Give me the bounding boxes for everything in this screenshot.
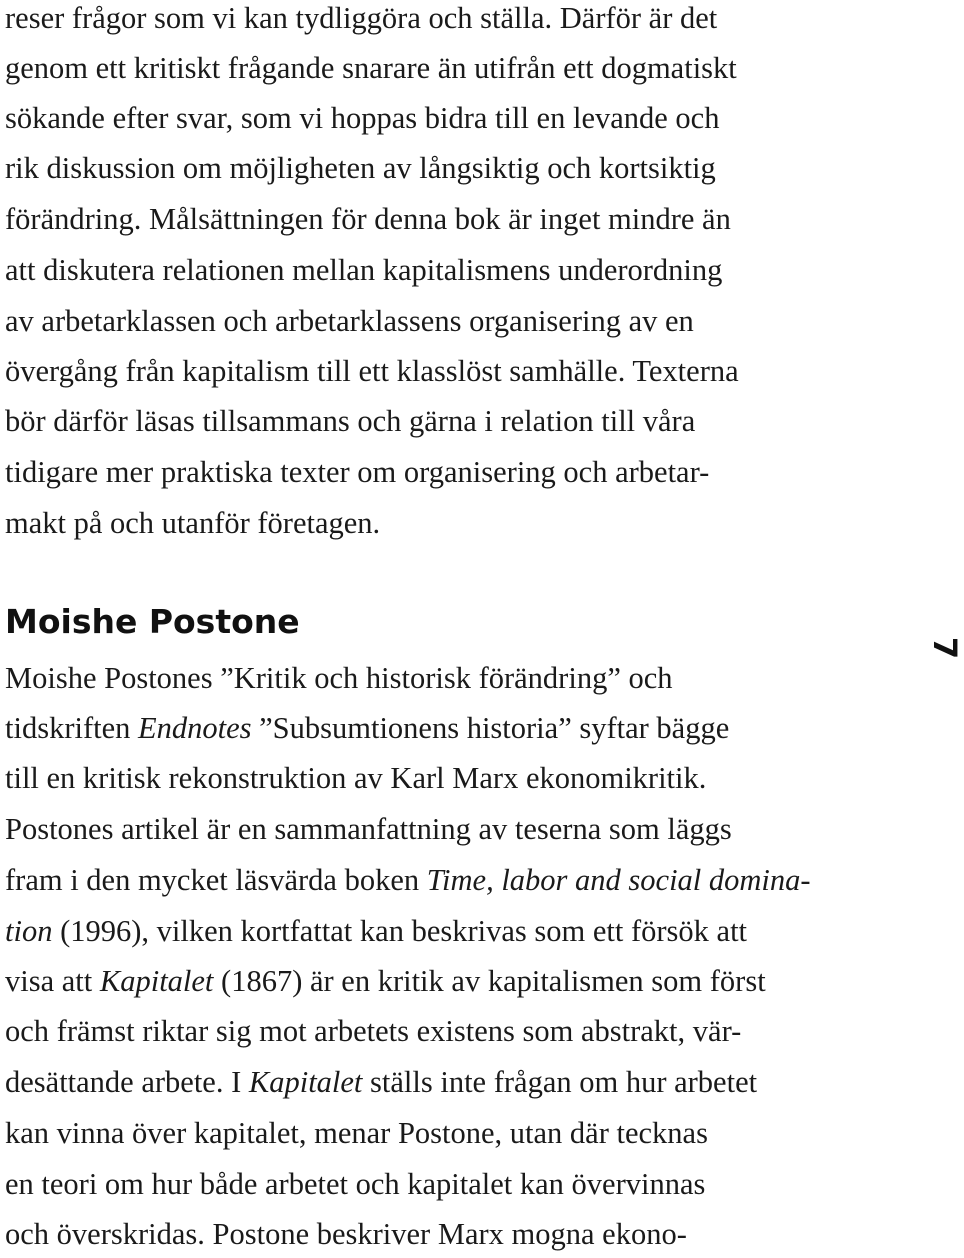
intro-line-9: bör därför läsas tillsammans och gärna i relation till våra xyxy=(5,404,696,438)
intro-line-11: makt på och utanför företagen. xyxy=(5,506,381,540)
intro-line-4: rik diskussion om möjligheten av långsiktig och kortsiktig xyxy=(5,151,716,185)
book-title-kapitalet-2: Kapitalet xyxy=(248,1065,363,1099)
intro-line-3: sökande efter svar, som vi hoppas bidra till en levande och xyxy=(5,101,720,135)
section-line-6 xyxy=(5,913,747,949)
section-line-9 xyxy=(5,1064,757,1100)
intro-line-8: övergång från kapitalism till ett klasslöst samhälle. Texterna xyxy=(5,354,739,388)
section-line-2-b: ”Subsumtionens historia” syftar bägge xyxy=(251,711,730,745)
intro-line-7: av arbetarklassen och arbetarklassens organisering av en xyxy=(5,304,694,338)
intro-line-5: förändring. Målsättningen för denna bok är inget mindre än xyxy=(5,202,731,236)
intro-line-6: att diskutera relationen mellan kapitalismens underordning xyxy=(5,253,723,287)
section-line-11: en teori om hur både arbetet och kapitalet kan övervinnas xyxy=(5,1167,706,1201)
section-line-1: Moishe Postones ”Kritik och historisk förändring” och xyxy=(5,661,673,695)
section-line-7-b: (1867) är en kritik av kapitalismen som först xyxy=(213,964,766,998)
intro-line-2: genom ett kritiskt frågande snarare än utifrån ett dogmatiskt xyxy=(5,51,737,85)
book-title-time-labor: Time, labor and social domina- xyxy=(426,863,811,897)
section-heading: Moishe Postone xyxy=(5,602,300,641)
section-line-3: till en kritisk rekonstruktion av Karl Marx ekonomikritik. xyxy=(5,761,707,795)
section-line-9-a: desättande arbete. I xyxy=(5,1065,249,1099)
intro-line-10: tidigare mer praktiska texter om organisering och arbetar- xyxy=(5,455,710,489)
journal-title-endnotes: Endnotes xyxy=(138,711,252,745)
book-title-kapitalet: Kapitalet xyxy=(99,964,214,998)
section-line-2 xyxy=(5,710,729,746)
section-line-8: och främst riktar sig mot arbetets existens som abstrakt, vär- xyxy=(5,1014,742,1048)
section-line-10: kan vinna över kapitalet, menar Postone, utan där tecknas xyxy=(5,1116,708,1150)
section-line-12: och överskridas. Postone beskriver Marx mogna ekono- xyxy=(5,1217,687,1251)
section-line-4: Postones artikel är en sammanfattning av teserna som läggs xyxy=(5,812,732,846)
section-line-9-b: ställs inte frågan om hur arbetet xyxy=(362,1065,758,1099)
section-line-2-a: tidskriften xyxy=(5,711,138,745)
section-line-7-a: visa att xyxy=(5,964,100,998)
section-line-7 xyxy=(5,963,766,999)
book-title-time-labor-end: tion xyxy=(5,914,53,948)
intro-line-1: reser frågor som vi kan tydliggöra och ställa. Därför är det xyxy=(5,1,718,35)
page-number: 7 xyxy=(926,636,964,660)
section-line-5 xyxy=(5,862,811,898)
section-line-5-a: fram i den mycket läsvärda boken xyxy=(5,863,427,897)
section-line-6-b: (1996), vilken kortfattat kan beskrivas som ett försök att xyxy=(52,914,748,948)
